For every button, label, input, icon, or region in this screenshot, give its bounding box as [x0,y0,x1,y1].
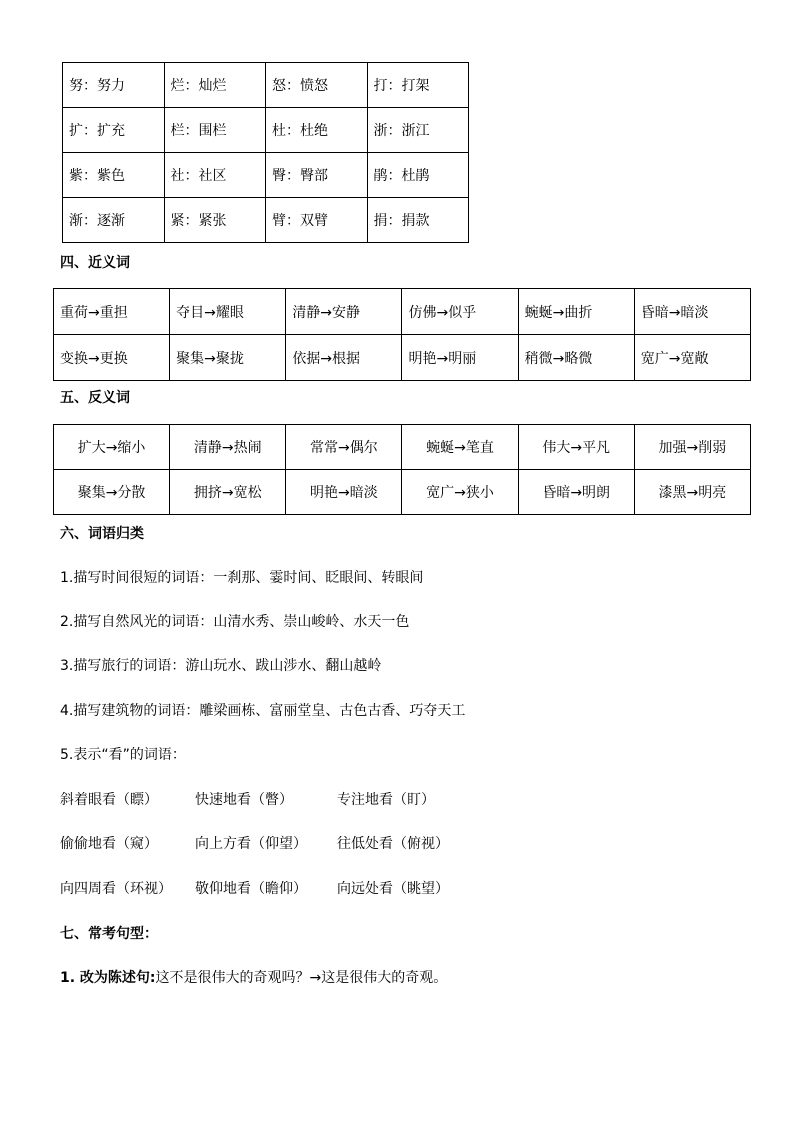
table-cell: 捐：捐款 [367,198,469,243]
look-word: 向上方看（仰望） [195,836,307,852]
table-row [63,108,469,153]
table-cell: 蜿蜒→曲折 [518,289,634,335]
table-cell: 明艳→明丽 [402,335,518,381]
table-cell: 栏：围栏 [164,108,266,153]
look-word: 往低处看（俯视） [337,836,449,852]
look-word: 快速地看（瞥） [195,792,293,808]
table-row [63,63,469,108]
table-cell: 清静→安静 [286,289,402,335]
category-item: 2.描写自然风光的词语：山清水秀、崇山峻岭、水天一色 [60,614,410,630]
antonyms-heading: 五、反义词 [60,390,130,406]
table-cell: 漆黑→明亮 [634,470,750,515]
table-cell: 清静→热闹 [170,425,286,470]
sentences-heading: 七、常考句型： [60,926,158,942]
look-word: 斜着眼看（瞟） [60,792,158,808]
table-cell: 夺目→耀眼 [170,289,286,335]
table-cell: 渐：逐渐 [63,198,165,243]
look-word: 向远处看（眺望） [337,881,449,897]
table-cell: 宽广→宽敞 [634,335,750,381]
table-cell: 聚集→聚拢 [170,335,286,381]
character-word-table [62,62,469,243]
table-cell: 怒：愤怒 [266,63,368,108]
sentence-item [60,967,447,987]
table-cell: 蜿蜒→笔直 [402,425,518,470]
table-cell: 昏暗→明朗 [518,470,634,515]
table-cell: 臂：双臂 [266,198,368,243]
sentence-label: 1. 改为陈述句: [60,970,156,986]
table-cell: 明艳→暗淡 [286,470,402,515]
table-cell: 杜：杜绝 [266,108,368,153]
look-word: 敬仰地看（瞻仰） [195,881,307,897]
look-word: 偷偷地看（窥） [60,836,158,852]
table-cell: 变换→更换 [54,335,170,381]
table-cell: 聚集→分散 [54,470,170,515]
table-row [54,335,751,381]
table-row [54,470,751,515]
table-cell: 常常→偶尔 [286,425,402,470]
category-item: 1.描写时间很短的词语：一刹那、霎时间、眨眼间、转眼间 [60,570,424,586]
look-word: 专注地看（盯） [337,792,435,808]
table-cell: 扩：扩充 [63,108,165,153]
table-cell: 社：社区 [164,153,266,198]
table-cell: 努：努力 [63,63,165,108]
table-row [63,198,469,243]
synonyms-table [53,288,751,381]
table-cell: 紫：紫色 [63,153,165,198]
categories-heading: 六、词语归类 [60,526,144,542]
synonyms-heading: 四、近义词 [60,255,130,271]
table-row [63,153,469,198]
table-cell: 稍微→略微 [518,335,634,381]
antonyms-table [53,424,751,515]
table-cell: 昏暗→暗淡 [634,289,750,335]
table-cell: 打：打架 [367,63,469,108]
sentence-text: 这不是很伟大的奇观吗？→这是很伟大的奇观。 [155,970,448,986]
table-cell: 臀：臀部 [266,153,368,198]
table-cell: 烂：灿烂 [164,63,266,108]
table-cell: 伟大→平凡 [518,425,634,470]
category-item: 3.描写旅行的词语：游山玩水、跋山涉水、翻山越岭 [60,658,382,674]
table-cell: 重荷→重担 [54,289,170,335]
table-cell: 紧：紧张 [164,198,266,243]
table-cell: 鹃：杜鹃 [367,153,469,198]
table-row [54,425,751,470]
table-cell: 拥挤→宽松 [170,470,286,515]
table-cell: 加强→削弱 [634,425,750,470]
table-cell: 浙：浙江 [367,108,469,153]
category-item: 5.表示“看”的词语： [60,747,186,763]
table-cell: 仿佛→似乎 [402,289,518,335]
table-cell: 扩大→缩小 [54,425,170,470]
category-item: 4.描写建筑物的词语：雕梁画栋、富丽堂皇、古色古香、巧夺天工 [60,703,466,719]
look-word: 向四周看（环视） [60,881,172,897]
table-cell: 依据→根据 [286,335,402,381]
table-cell: 宽广→狭小 [402,470,518,515]
table-row [54,289,751,335]
